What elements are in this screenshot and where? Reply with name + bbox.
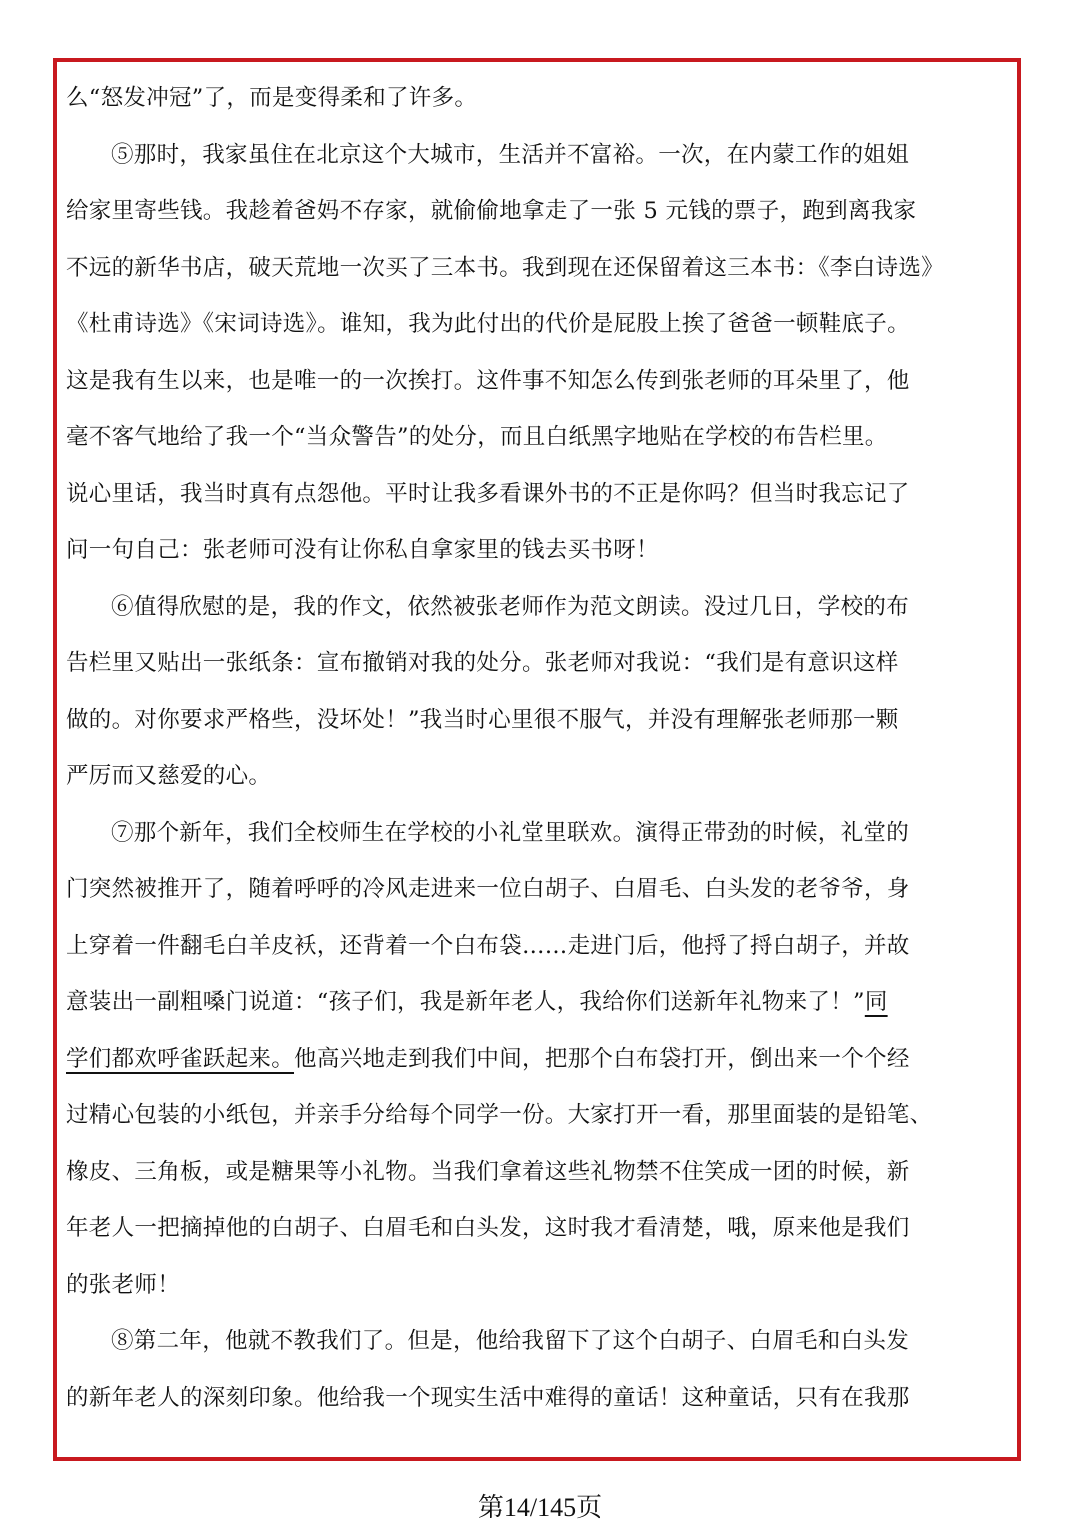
text-line: 橡皮、三角板，或是糖果等小礼物。当我们拿着这些礼物禁不住笑成一团的时候，新 [66,1158,910,1185]
text-line: 给家里寄些钱。我趁着爸妈不存家，就偷偷地拿走了一张 5 元钱的票子，跑到离我家 [66,198,917,224]
text-line: 告栏里又贴出一张纸条：宣布撤销对我的处分。张老师对我说：“我们是有意识这样 [66,650,899,676]
text-line: 《杜甫诗选》《宋词诗选》。谁知，我为此付出的代价是屁股上挨了爸爸一顿鞋底子。 [66,311,910,337]
text-line: 问一句自己：张老师可没有让你私自拿家里的钱去买书呀！ [66,537,659,563]
text-segment: 他高兴地走到我们中间，把那个白布袋打开，倒出来一个个经 [294,1045,910,1072]
text-line [66,974,1012,1031]
text-line: 不远的新华书店，破天荒地一次买了三本书。我到现在还保留着这三本书：《李白诗选》 [66,254,944,281]
text-line: 说心里话，我当时真有点怨他。平时让我多看课外书的不正是你吗？但当时我忘记了 [66,480,910,507]
text-line: 严厉而又慈爱的心。 [66,763,272,789]
underlined-sentence-part: 同 [864,989,888,1015]
article-body [66,70,1012,1426]
underlined-sentence-part: 学们都欢呼雀跃起来。 [66,1045,295,1072]
text-line: 这是我有生以来，也是唯一的一次挨打。这件事不知怎么传到张老师的耳朵里了，他 [66,367,910,394]
text-line: 么“怒发冲冠”了，而是变得柔和了许多。 [66,85,478,111]
text-line: 上穿着一件翻毛白羊皮袄，还背着一个白布袋……走进门后，他捋了捋白胡子，并故 [66,932,910,959]
paragraph-8-start: ⑧第二年，他就不教我们了。但是，他给我留下了这个白胡子、白眉毛和白头发 [111,1328,910,1354]
text-line: 毫不客气地给了我一个“当众警告”的处分，而且白纸黑字地贴在学校的布告栏里。 [66,424,888,450]
paragraph-7-start: ⑦那个新年，我们全校师生在学校的小礼堂里联欢。演得正带劲的时候，礼堂的 [111,819,910,846]
text-segment: 意装出一副粗嗓门说道：“孩子们，我是新年老人，我给你们送新年礼物来了！” [66,989,865,1015]
text-line [66,1031,1012,1088]
text-line: 做的。对你要求严格些，没坏处！”我当时心里很不服气，并没有理解张老师那一颗 [66,706,899,733]
paragraph-5-start: ⑤那时，我家虽住在北京这个大城市，生活并不富裕。一次，在内蒙工作的姐姐 [111,141,910,168]
text-line: 年老人一把摘掉他的白胡子、白眉毛和白头发，这时我才看清楚，哦，原来他是我们 [66,1215,910,1241]
paragraph-6-start: ⑥值得欣慰的是，我的作文，依然被张老师作为范文朗读。没过几日，学校的布 [111,593,910,620]
text-line: 门突然被推开了，随着呼呼的冷风走进来一位白胡子、白眉毛、白头发的老爷爷，身 [66,876,910,902]
text-line: 的新年老人的深刻印象。他给我一个现实生活中难得的童话！这种童话，只有在我那 [66,1384,910,1411]
page-number: 第14/145页 [477,1493,603,1522]
text-line: 的张老师！ [66,1271,181,1298]
text-line: 过精心包装的小纸包，并亲手分给每个同学一份。大家打开一看，那里面装的是铅笔、 [66,1102,933,1128]
